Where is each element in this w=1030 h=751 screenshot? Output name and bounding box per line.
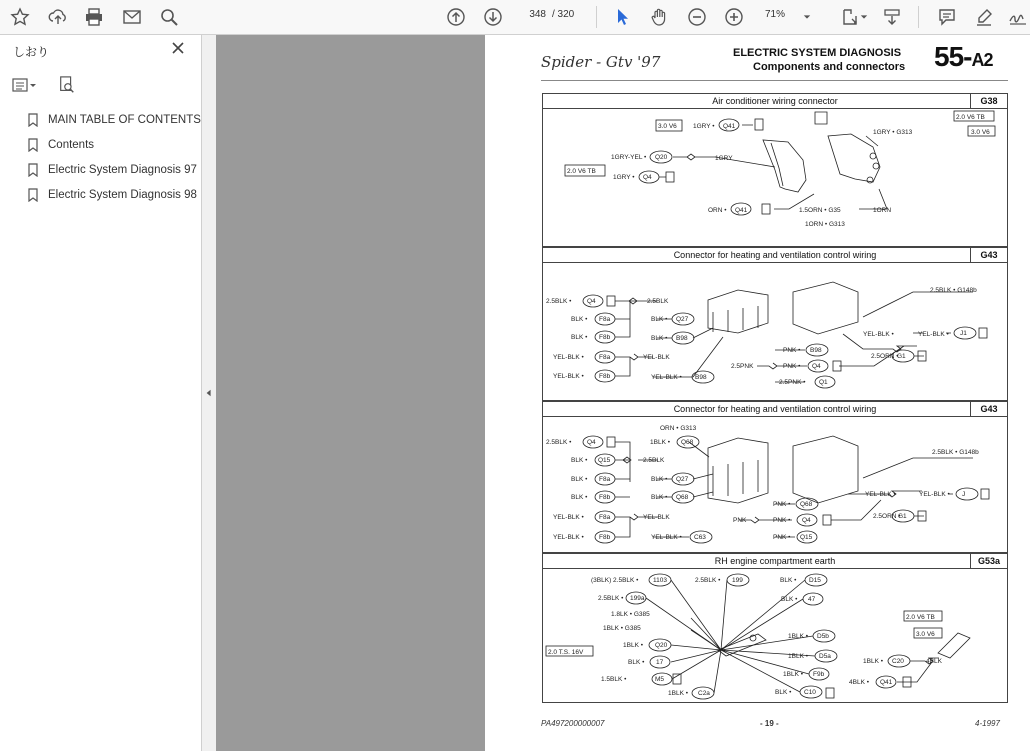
svg-text:BLK •: BLK • bbox=[571, 316, 588, 323]
svg-text:3.0 V6: 3.0 V6 bbox=[971, 129, 990, 136]
svg-text:Q4: Q4 bbox=[802, 517, 811, 524]
svg-text:PNK •: PNK • bbox=[773, 534, 791, 541]
diagram-section bbox=[542, 247, 1008, 401]
svg-text:2.5BLK • G148b: 2.5BLK • G148b bbox=[930, 287, 977, 294]
section-code: G53a bbox=[970, 554, 1007, 568]
svg-text:F9b: F9b bbox=[813, 671, 825, 678]
fit-dropdown-chevron-icon[interactable] bbox=[858, 5, 870, 29]
svg-text:Q4: Q4 bbox=[812, 363, 821, 370]
svg-text:1.5ORN • G35: 1.5ORN • G35 bbox=[799, 207, 841, 214]
diagram-section bbox=[542, 401, 1008, 553]
panel-collapse-handle[interactable] bbox=[202, 35, 216, 751]
svg-text:BLK •: BLK • bbox=[571, 494, 588, 501]
svg-text:1BLK •: 1BLK • bbox=[788, 653, 808, 660]
svg-text:F8b: F8b bbox=[599, 373, 611, 380]
svg-text:2.5BLK •: 2.5BLK • bbox=[695, 577, 721, 584]
diagram-section bbox=[542, 553, 1008, 703]
svg-text:D15: D15 bbox=[809, 577, 821, 584]
document-logo: Spider - Gtv '97 bbox=[541, 53, 661, 71]
svg-text:Q68: Q68 bbox=[676, 494, 689, 501]
section-code: G38 bbox=[970, 94, 1007, 108]
svg-text:ORN •: ORN • bbox=[708, 207, 727, 214]
svg-text:Q1: Q1 bbox=[819, 379, 828, 386]
svg-text:3.0 V6: 3.0 V6 bbox=[658, 123, 677, 130]
bookmarks-panel bbox=[0, 35, 202, 751]
sign-icon[interactable] bbox=[1006, 5, 1030, 29]
page-number-input[interactable]: 348 bbox=[529, 9, 546, 20]
svg-text:2.5BLK • G148b: 2.5BLK • G148b bbox=[932, 449, 979, 456]
svg-text:Q41: Q41 bbox=[735, 207, 748, 214]
svg-text:1103: 1103 bbox=[653, 577, 667, 584]
wiring-diagram-engine-earth bbox=[543, 568, 1007, 702]
bookmark-icon bbox=[28, 113, 38, 127]
svg-text:Q20: Q20 bbox=[655, 642, 668, 649]
svg-text:YEL-BLK •: YEL-BLK • bbox=[863, 331, 894, 338]
svg-text:YEL-BLK •: YEL-BLK • bbox=[918, 331, 949, 338]
section-number-suffix: A2 bbox=[971, 50, 993, 70]
svg-text:17: 17 bbox=[656, 659, 664, 666]
header-subtitle: Components and connectors bbox=[753, 61, 906, 73]
select-cursor-icon[interactable] bbox=[610, 5, 634, 29]
zoom-level-select[interactable]: 71% bbox=[764, 9, 785, 20]
svg-text:G1: G1 bbox=[898, 513, 907, 520]
svg-text:BLK •: BLK • bbox=[571, 476, 588, 483]
svg-text:2.0 V6 TB: 2.0 V6 TB bbox=[906, 614, 935, 621]
svg-text:BLK •: BLK • bbox=[628, 659, 645, 666]
svg-text:1.5BLK •: 1.5BLK • bbox=[601, 676, 627, 683]
svg-text:1GRY • G313: 1GRY • G313 bbox=[873, 129, 913, 136]
svg-text:1BLK • G385: 1BLK • G385 bbox=[603, 625, 641, 632]
svg-text:J1: J1 bbox=[960, 330, 967, 337]
section-header bbox=[543, 94, 1007, 109]
svg-text:Q41: Q41 bbox=[880, 679, 893, 686]
bookmark-icon bbox=[28, 163, 38, 177]
svg-text:PNK •: PNK • bbox=[773, 501, 791, 508]
svg-text:1.8LK • G385: 1.8LK • G385 bbox=[611, 611, 650, 618]
svg-text:ORN • G313: ORN • G313 bbox=[660, 425, 697, 432]
bookmark-star-icon[interactable] bbox=[8, 5, 32, 29]
svg-text:2.5BLK: 2.5BLK bbox=[647, 298, 669, 305]
search-icon[interactable] bbox=[157, 5, 181, 29]
bookmark-options-icon[interactable] bbox=[12, 75, 36, 95]
svg-text:1GRY-YEL •: 1GRY-YEL • bbox=[611, 154, 647, 161]
svg-text:YEL-BLK •: YEL-BLK • bbox=[651, 534, 682, 541]
svg-text:BLK •: BLK • bbox=[571, 457, 588, 464]
svg-text:(3BLK) 2.5BLK •: (3BLK) 2.5BLK • bbox=[591, 577, 639, 584]
svg-text:C2a: C2a bbox=[698, 690, 710, 697]
svg-text:Q68: Q68 bbox=[681, 439, 694, 446]
close-icon[interactable] bbox=[171, 41, 185, 55]
section-title: Connector for heating and ventilation control wiring bbox=[673, 250, 877, 260]
pdf-page bbox=[485, 35, 1030, 751]
svg-text:BLK •: BLK • bbox=[781, 596, 798, 603]
section-title: Air conditioner wiring connector bbox=[712, 96, 838, 106]
document-canvas-background bbox=[216, 35, 485, 751]
section-number-main: 55- bbox=[934, 41, 972, 72]
svg-text:2.5ORN •: 2.5ORN • bbox=[873, 513, 901, 520]
toolbar-divider bbox=[918, 6, 919, 28]
svg-text:B98: B98 bbox=[810, 347, 822, 354]
svg-text:F8a: F8a bbox=[599, 316, 611, 323]
bookmark-item[interactable] bbox=[28, 159, 197, 181]
wiring-diagram-heating-control-b bbox=[543, 416, 1007, 552]
svg-text:BLK •: BLK • bbox=[571, 334, 588, 341]
footer-left: PA497200000007 bbox=[541, 719, 605, 728]
svg-text:D5a: D5a bbox=[819, 653, 831, 660]
svg-text:1BLK •: 1BLK • bbox=[863, 658, 883, 665]
svg-text:F8b: F8b bbox=[599, 534, 611, 541]
svg-text:1BLK •: 1BLK • bbox=[668, 690, 688, 697]
main-toolbar bbox=[0, 0, 1030, 35]
svg-text:F8b: F8b bbox=[599, 334, 611, 341]
svg-text:199a: 199a bbox=[630, 595, 645, 602]
svg-text:199: 199 bbox=[732, 577, 743, 584]
section-number bbox=[934, 41, 992, 73]
svg-text:YEL-BLK: YEL-BLK bbox=[643, 354, 670, 361]
comment-icon[interactable] bbox=[935, 5, 959, 29]
svg-text:YEL-BLK •: YEL-BLK • bbox=[553, 514, 584, 521]
svg-text:PNK •: PNK • bbox=[773, 517, 791, 524]
bookmark-label: Contents bbox=[48, 139, 95, 151]
zoom-in-icon[interactable] bbox=[722, 5, 746, 29]
svg-text:B98: B98 bbox=[695, 374, 707, 381]
footer-right: 4-1997 bbox=[975, 719, 1000, 728]
wiring-diagram-heating-control-a bbox=[543, 262, 1007, 400]
next-page-icon[interactable] bbox=[481, 5, 505, 29]
svg-text:Q20: Q20 bbox=[655, 154, 668, 161]
svg-text:2.5BLK •: 2.5BLK • bbox=[546, 439, 572, 446]
svg-text:YEL-BLK •: YEL-BLK • bbox=[553, 373, 584, 380]
svg-text:F8a: F8a bbox=[599, 354, 611, 361]
svg-text:PNK: PNK bbox=[733, 517, 747, 524]
svg-text:2.5BLK: 2.5BLK bbox=[643, 457, 665, 464]
svg-text:2.5PNK: 2.5PNK bbox=[731, 363, 754, 370]
svg-text:C63: C63 bbox=[694, 534, 706, 541]
svg-text:PNK •: PNK • bbox=[783, 347, 801, 354]
svg-text:Q15: Q15 bbox=[800, 534, 813, 541]
zoom-dropdown-chevron-icon[interactable] bbox=[800, 5, 814, 29]
print-icon[interactable] bbox=[82, 5, 106, 29]
svg-text:2.0 V6 TB: 2.0 V6 TB bbox=[567, 168, 596, 175]
diagram-section bbox=[542, 93, 1008, 247]
bookmark-icon bbox=[28, 138, 38, 152]
svg-text:1GRY: 1GRY bbox=[715, 155, 733, 162]
svg-text:M5: M5 bbox=[655, 676, 665, 683]
page-total: / 320 bbox=[552, 9, 575, 20]
section-title: RH engine compartment earth bbox=[714, 556, 836, 566]
svg-text:Q27: Q27 bbox=[676, 476, 689, 483]
bookmark-label: Electric System Diagnosis 97 bbox=[48, 164, 197, 176]
email-icon[interactable] bbox=[120, 5, 144, 29]
bookmark-icon bbox=[28, 188, 38, 202]
svg-text:YEL-BLK •: YEL-BLK • bbox=[553, 354, 584, 361]
zoom-out-icon[interactable] bbox=[685, 5, 709, 29]
svg-text:F8a: F8a bbox=[599, 476, 611, 483]
svg-text:Q4: Q4 bbox=[643, 174, 652, 181]
svg-text:4BLK •: 4BLK • bbox=[849, 679, 869, 686]
svg-text:1BLK •: 1BLK • bbox=[788, 633, 808, 640]
svg-text:1BLK •: 1BLK • bbox=[783, 671, 803, 678]
svg-text:C10: C10 bbox=[804, 689, 816, 696]
header-rule bbox=[541, 80, 1008, 81]
svg-text:PNK •: PNK • bbox=[783, 363, 801, 370]
svg-text:D5b: D5b bbox=[817, 633, 829, 640]
svg-text:BLK •: BLK • bbox=[775, 689, 792, 696]
scroll-mode-icon[interactable] bbox=[880, 5, 904, 29]
section-header bbox=[543, 554, 1007, 569]
bookmark-item[interactable] bbox=[28, 134, 94, 156]
section-header bbox=[543, 248, 1007, 263]
svg-text:1GRY •: 1GRY • bbox=[693, 123, 715, 130]
svg-text:YEL-BLK •: YEL-BLK • bbox=[651, 374, 682, 381]
section-header bbox=[543, 402, 1007, 417]
svg-text:BLK •: BLK • bbox=[651, 494, 668, 501]
upload-cloud-icon[interactable] bbox=[46, 5, 70, 29]
svg-text:Q15: Q15 bbox=[598, 457, 611, 464]
svg-text:BLK •: BLK • bbox=[651, 476, 668, 483]
svg-text:4BLK: 4BLK bbox=[926, 658, 942, 665]
header-title: ELECTRIC SYSTEM DIAGNOSIS bbox=[733, 47, 902, 59]
svg-text:BLK •: BLK • bbox=[780, 577, 797, 584]
svg-text:1ORN: 1ORN bbox=[873, 207, 892, 214]
svg-text:2.5PNK •: 2.5PNK • bbox=[779, 379, 806, 386]
svg-text:Q4: Q4 bbox=[587, 439, 596, 446]
bookmark-item[interactable] bbox=[28, 184, 197, 206]
panel-title: しおり bbox=[13, 45, 50, 59]
svg-text:F8b: F8b bbox=[599, 494, 611, 501]
bookmark-item[interactable] bbox=[28, 109, 201, 131]
svg-text:2.0 V6 TB: 2.0 V6 TB bbox=[956, 114, 985, 121]
bookmark-label: Electric System Diagnosis 98 bbox=[48, 189, 197, 201]
svg-text:YEL-BLK •: YEL-BLK • bbox=[553, 534, 584, 541]
svg-text:1BLK •: 1BLK • bbox=[623, 642, 643, 649]
svg-text:YEL-BLK: YEL-BLK bbox=[643, 514, 670, 521]
svg-text:G1: G1 bbox=[897, 353, 906, 360]
svg-text:Q27: Q27 bbox=[676, 316, 689, 323]
highlight-pen-icon[interactable] bbox=[972, 5, 996, 29]
svg-text:J: J bbox=[962, 491, 966, 498]
svg-text:1BLK •: 1BLK • bbox=[650, 439, 670, 446]
svg-text:2.5BLK •: 2.5BLK • bbox=[546, 298, 572, 305]
previous-page-icon[interactable] bbox=[444, 5, 468, 29]
svg-text:Q4: Q4 bbox=[587, 298, 596, 305]
wiring-diagram-air-conditioner bbox=[543, 108, 1007, 246]
svg-text:F8a: F8a bbox=[599, 514, 611, 521]
bookmark-label: MAIN TABLE OF CONTENTS bbox=[48, 114, 201, 126]
footer-page-number: - 19 - bbox=[760, 719, 779, 728]
svg-text:BLK •: BLK • bbox=[651, 316, 668, 323]
svg-text:BLK •: BLK • bbox=[651, 335, 668, 342]
svg-text:47: 47 bbox=[808, 596, 816, 603]
svg-text:2.0 T.S. 16V: 2.0 T.S. 16V bbox=[548, 649, 584, 656]
toolbar-divider bbox=[596, 6, 597, 28]
svg-text:2.5ORN •: 2.5ORN • bbox=[871, 353, 899, 360]
svg-text:2.5BLK •: 2.5BLK • bbox=[598, 595, 624, 602]
find-bookmark-icon[interactable] bbox=[58, 75, 82, 95]
svg-text:YEL-BLK •: YEL-BLK • bbox=[865, 491, 896, 498]
svg-text:1GRY •: 1GRY • bbox=[613, 174, 635, 181]
hand-tool-icon[interactable] bbox=[647, 5, 671, 29]
svg-text:1ORN • G313: 1ORN • G313 bbox=[805, 221, 845, 228]
svg-text:B98: B98 bbox=[676, 335, 688, 342]
svg-text:YEL-BLK •: YEL-BLK • bbox=[919, 491, 950, 498]
section-code: G43 bbox=[970, 402, 1007, 416]
svg-text:Q41: Q41 bbox=[723, 123, 736, 130]
svg-text:3.0 V6: 3.0 V6 bbox=[916, 631, 935, 638]
svg-text:C20: C20 bbox=[892, 658, 904, 665]
section-title: Connector for heating and ventilation control wiring bbox=[673, 404, 877, 414]
collapse-arrow-icon bbox=[205, 389, 213, 397]
svg-text:Q68: Q68 bbox=[800, 501, 813, 508]
section-code: G43 bbox=[970, 248, 1007, 262]
